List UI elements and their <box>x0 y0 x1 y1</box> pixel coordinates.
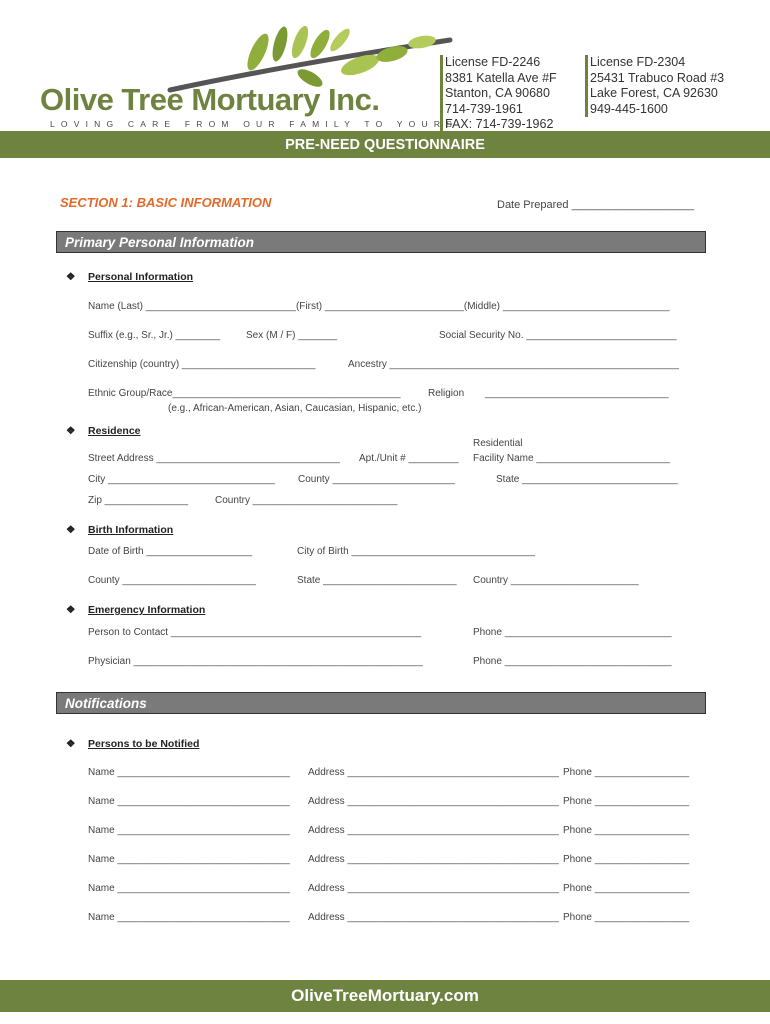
notify-address-field[interactable]: Address ______________________________________ <box>308 796 559 807</box>
sex-field[interactable]: Sex (M / F) _______ <box>246 330 338 341</box>
section-title: SECTION 1: BASIC INFORMATION <box>60 195 272 210</box>
notify-phone-field[interactable]: Phone _________________ <box>563 767 690 778</box>
notify-name-field[interactable]: Name _______________________________ <box>88 883 290 894</box>
birth-country-field[interactable]: Country _______________________ <box>473 575 639 586</box>
notify-address-field[interactable]: Address ______________________________________ <box>308 912 559 923</box>
notify-name-field[interactable]: Name _______________________________ <box>88 796 290 807</box>
ethnic-field[interactable]: Ethnic Group/Race_________________________________________ <box>88 388 401 399</box>
date-prepared-field[interactable]: Date Prepared ____________________ <box>497 199 694 211</box>
residence-heading: ❖ Residence <box>66 425 141 437</box>
name-field[interactable]: Name (Last) ___________________________(First) _________________________(Middle) ______________________________ <box>88 301 670 312</box>
religion-field[interactable]: _________________________________ <box>485 388 669 399</box>
diamond-bullet-icon: ❖ <box>66 604 76 616</box>
notify-address-field[interactable]: Address ______________________________________ <box>308 854 559 865</box>
diamond-bullet-icon: ❖ <box>66 425 76 437</box>
emergency-heading: ❖ Emergency Information <box>66 604 206 616</box>
notify-name-field[interactable]: Name _______________________________ <box>88 912 290 923</box>
persons-notified-heading: ❖ Persons to be Notified <box>66 738 200 750</box>
primary-info-band: Primary Personal Information <box>56 231 706 253</box>
footer-website[interactable]: OliveTreeMortuary.com <box>0 980 770 1012</box>
form-title: PRE-NEED QUESTIONNAIRE <box>0 131 770 158</box>
notify-address-field[interactable]: Address ______________________________________ <box>308 767 559 778</box>
suffix-field[interactable]: Suffix (e.g., Sr., Jr.) ________ <box>88 330 221 341</box>
license-line: License FD-2304 <box>590 55 686 69</box>
company-name: Olive Tree Mortuary Inc. <box>40 82 380 117</box>
birth-city-field[interactable]: City of Birth _________________________________ <box>297 546 535 557</box>
notify-phone-field[interactable]: Phone _________________ <box>563 796 690 807</box>
diamond-bullet-icon: ❖ <box>66 738 76 750</box>
birth-info-heading: ❖ Birth Information <box>66 524 174 536</box>
notifications-band: Notifications <box>56 692 706 714</box>
notify-phone-field[interactable]: Phone _________________ <box>563 883 690 894</box>
contact-person-field[interactable]: Person to Contact _____________________________________________ <box>88 627 422 638</box>
fax-line: FAX: 714-739-1962 <box>445 117 554 131</box>
county-field[interactable]: County ______________________ <box>298 474 455 485</box>
diamond-bullet-icon: ❖ <box>66 524 76 536</box>
notify-address-field[interactable]: Address ______________________________________ <box>308 825 559 836</box>
license-line: License FD-2246 <box>445 55 541 69</box>
facility-name-field[interactable]: Facility Name ________________________ <box>473 453 670 464</box>
office-address-lake-forest <box>585 55 724 117</box>
office-address-stanton <box>440 55 557 133</box>
phone-line: 714-739-1961 <box>445 101 523 116</box>
city-line: Lake Forest, CA 92630 <box>590 86 718 100</box>
street-line: 8381 Katella Ave #F <box>445 70 557 85</box>
diamond-bullet-icon: ❖ <box>66 271 76 283</box>
birth-state-field[interactable]: State ________________________ <box>297 575 457 586</box>
physician-field[interactable]: Physician ____________________________________________________ <box>88 656 423 667</box>
contact-phone-field[interactable]: Phone ______________________________ <box>473 627 672 638</box>
ssn-field[interactable]: Social Security No. ___________________________ <box>439 330 677 341</box>
notify-phone-field[interactable]: Phone _________________ <box>563 912 690 923</box>
notify-name-field[interactable]: Name _______________________________ <box>88 825 290 836</box>
ethnic-hint: (e.g., African-American, Asian, Caucasian, Hispanic, etc.) <box>168 403 422 414</box>
state-field[interactable]: State ____________________________ <box>496 474 678 485</box>
notify-name-field[interactable]: Name _______________________________ <box>88 854 290 865</box>
city-line: Stanton, CA 90680 <box>445 86 550 100</box>
religion-label: Religion <box>428 388 465 399</box>
notify-name-field[interactable]: Name _______________________________ <box>88 767 290 778</box>
street-line: 25431 Trabuco Road #3 <box>590 70 725 85</box>
country-field[interactable]: Country __________________________ <box>215 495 398 506</box>
notify-phone-field[interactable]: Phone _________________ <box>563 854 690 865</box>
notify-address-field[interactable]: Address ______________________________________ <box>308 883 559 894</box>
tagline: LOVING CARE FROM OUR FAMILY TO YOURS <box>50 119 459 129</box>
ancestry-field[interactable]: Ancestry ____________________________________________________ <box>348 359 679 370</box>
apt-field[interactable]: Apt./Unit # _________ <box>359 453 459 464</box>
notify-phone-field[interactable]: Phone _________________ <box>563 825 690 836</box>
personal-info-heading: ❖ Personal Information <box>66 271 194 283</box>
street-field[interactable]: Street Address _________________________________ <box>88 453 340 464</box>
phone-line: 949-445-1600 <box>590 101 668 116</box>
city-field[interactable]: City ______________________________ <box>88 474 275 485</box>
zip-field[interactable]: Zip _______________ <box>88 495 189 506</box>
birth-date-field[interactable]: Date of Birth ___________________ <box>88 546 253 557</box>
facility-label: Residential <box>473 438 523 449</box>
physician-phone-field[interactable]: Phone ______________________________ <box>473 656 672 667</box>
birth-county-field[interactable]: County ________________________ <box>88 575 256 586</box>
citizenship-field[interactable]: Citizenship (country) ________________________ <box>88 359 316 370</box>
